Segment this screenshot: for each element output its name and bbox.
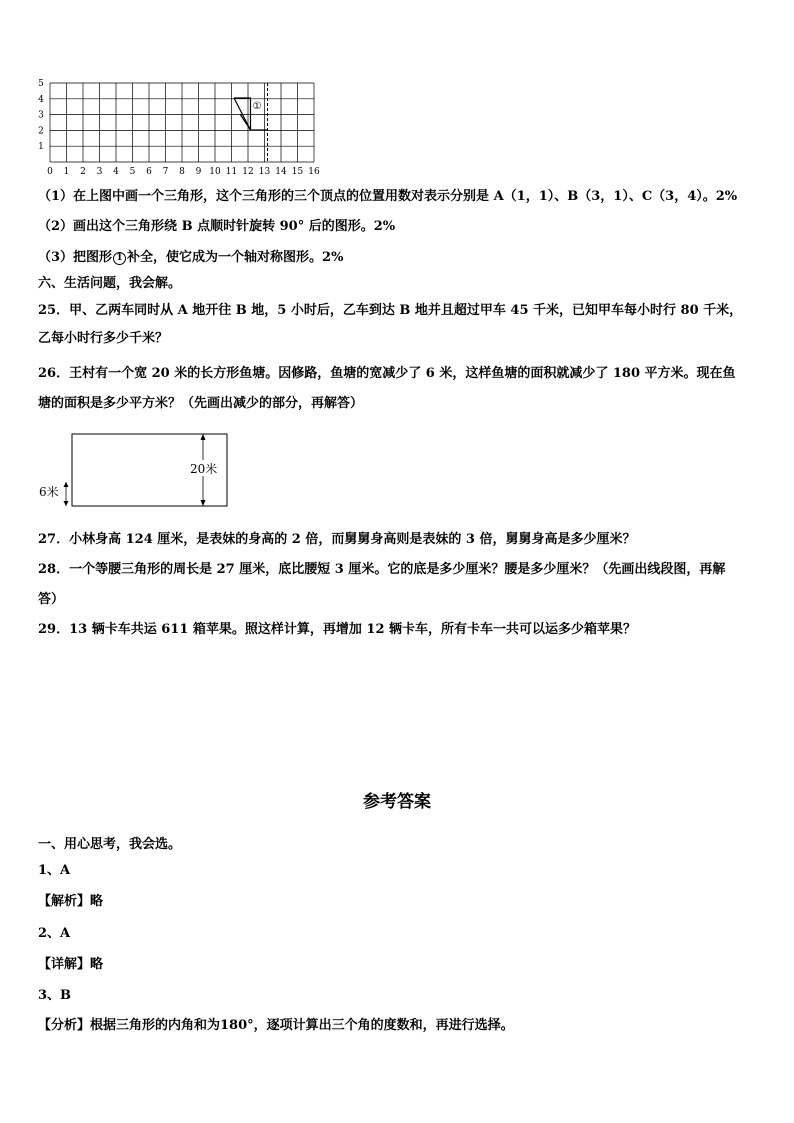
coordinate-grid	[34, 78, 354, 178]
q27: 27．小林身高 124 厘米，是表妹的身高的 2 倍，而舅舅身高则是表妹的 3 倍，舅舅身高是多少厘米？	[38, 532, 636, 547]
y-tick-label: 2	[38, 126, 44, 137]
x-tick-label: 5	[129, 167, 136, 177]
y-tick-label: 1	[38, 142, 44, 153]
x-tick-label: 12	[242, 167, 254, 177]
x-tick-label: 13	[258, 167, 271, 177]
x-tick-label: 6	[146, 167, 152, 177]
reduced-label: 6米	[39, 485, 59, 499]
q24-part2: （2）画出这个三角形绕 B 点顺时针旋转 90° 后的图形。2%	[38, 219, 396, 234]
answer-2-note: 【详解】略	[38, 957, 104, 972]
x-tick-label: 8	[179, 167, 185, 177]
q25-line2: 乙每小时行多少千米？	[38, 331, 169, 346]
q24-part1: （1）在上图中画一个三角形，这个三角形的三个顶点的位置用数对表示分别是 A（1，1）、B（3，1）、C（3，4）。2%	[38, 189, 738, 204]
y-tick-label: 3	[38, 110, 44, 121]
shape-label: ①	[252, 101, 262, 112]
answers-title: 参考答案	[363, 792, 431, 812]
answers-section-1: 一、用心思考，我会选。	[38, 837, 182, 852]
x-tick-label: 0	[47, 167, 53, 177]
shape-1-outline	[234, 98, 268, 130]
width-label: 20米	[190, 462, 218, 476]
q25-line1: 25．甲、乙两车同时从 A 地开往 B 地，5 小时后，乙车到达 B 地并且超过甲车 45 千米，已知甲车每小时行 80 千米，	[38, 303, 743, 318]
answer-2: 2、A	[38, 926, 71, 941]
x-tick-label: 2	[80, 167, 86, 177]
x-tick-label: 9	[195, 167, 202, 177]
x-tick-label: 15	[291, 167, 304, 177]
q29: 29．13 辆卡车共运 611 箱苹果。照这样计算，再增加 12 辆卡车，所有卡车一共可以运多少箱苹果？	[38, 622, 637, 637]
circled-number-icon: 1	[113, 252, 126, 265]
fishpond-diagram	[36, 428, 236, 518]
x-tick-label: 14	[275, 167, 287, 177]
answer-1-note: 【解析】略	[38, 894, 104, 909]
x-tick-label: 1	[63, 167, 70, 177]
q28-line2: 答）	[38, 592, 65, 607]
x-tick-label: 16	[308, 167, 320, 177]
q26-line2: 塘的面积是多少平方米？（先画出减少的部分，再解答）	[38, 396, 364, 411]
x-tick-label: 7	[162, 167, 169, 177]
answer-3: 3、B	[38, 988, 72, 1003]
answer-3-note: 【分析】根据三角形的内角和为180°，逐项计算出三个角的度数和，再进行选择。	[38, 1018, 514, 1033]
x-tick-label: 10	[209, 167, 221, 177]
x-tick-label: 11	[225, 167, 238, 177]
q24-part3-prefix: （3）把图形	[38, 250, 113, 265]
x-tick-label: 3	[96, 167, 103, 177]
y-tick-label: 4	[38, 94, 44, 105]
q26-line1: 26．王村有一个宽 20 米的长方形鱼塘。因修路，鱼塘的宽减少了 6 米，这样鱼塘的面积就减少了 180 平方米。现在鱼	[38, 366, 736, 381]
answer-1: 1、A	[38, 863, 71, 878]
q24-part3-suffix: 补全，使它成为一个轴对称图形。2%	[127, 250, 344, 265]
q28-line1: 28．一个等腰三角形的周长是 27 厘米，底比腰短 3 厘米。它的底是多少厘米？腰是多少厘米？（先画出线段图，再解	[38, 562, 726, 577]
section-6-heading: 六、生活问题，我会解。	[38, 276, 182, 291]
q24-part3	[38, 250, 343, 266]
y-tick-label: 5	[38, 79, 44, 89]
x-tick-label: 4	[113, 167, 119, 177]
